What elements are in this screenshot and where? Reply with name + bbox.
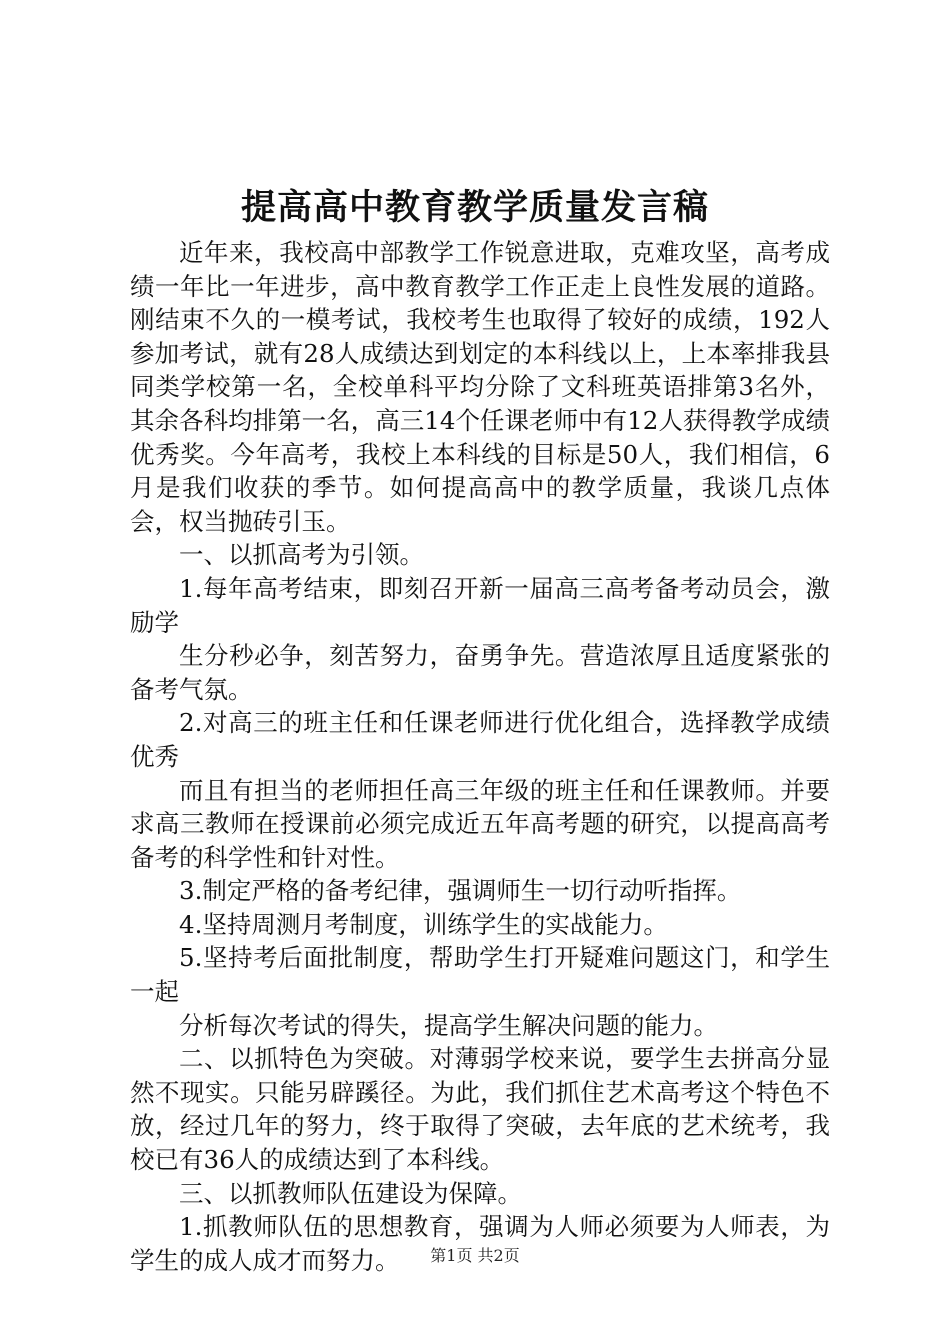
paragraph: 生分秒必争，刻苦努力，奋勇争先。营造浓厚且适度紧张的备考气氛。 <box>130 641 830 704</box>
page-footer: 第1页 共2页 <box>430 1246 520 1265</box>
list-item: 4.坚持周测月考制度，训练学生的实战能力。 <box>179 909 668 939</box>
list-item: 2.对高三的班主任和任课老师进行优化组合，选择教学成绩优秀 <box>130 708 830 771</box>
section-heading: 二、以抓特色为突破。对薄弱学校来说，要学生去拼高分显然不现实。只能另辟蹊径。为此，我们抓住艺术高考这个特色不放，经过几年的努力，终于取得了突破，去年底的艺术统考，我校已有36人的成绩达到了本科线。 <box>130 1044 830 1175</box>
list-item: 3.制定严格的备考纪律，强调师生一切行动听指挥。 <box>179 876 742 906</box>
section-heading: 三、以抓教师队伍建设为保障。 <box>179 1178 522 1208</box>
list-item: 5.坚持考后面批制度，帮助学生打开疑难问题这门，和学生一起 <box>130 943 830 1007</box>
paragraph: 而且有担当的老师担任高三年级的班主任和任课教师。并要求高三教师在授课前必须完成近五年高考题的研究，以提高高考备考的科学性和针对性。 <box>130 775 830 872</box>
paragraph: 近年来，我校高中部教学工作锐意进取，克难攻坚，高考成绩一年比一年进步，高中教育教学工作正走上良性发展的道路。刚结束不久的一模考试，我校考生也取得了较好的成绩，192人参加考试，就有28人成绩达到划定的本科线以上，上本率排我县同类学校第一名，全校单科平均分除了文科班英语排第3名外，其余各科均排第一名，高三14个任课老师中有12人获得教学成绩优秀奖。今年高考，我校上本科线的目标是50人，我们相信，6月是我们收获的季节。如何提高高中的教学质量，我谈几点体会，权当抛砖引玉。 <box>130 238 830 536</box>
document-body <box>130 236 830 1277</box>
section-heading: 一、以抓高考为引领。 <box>179 540 424 570</box>
list-item: 1.抓教师队伍的思想教育，强调为人师必须要为人师表，为学生的成人成才而努力。 <box>130 1212 830 1275</box>
paragraph: 分析每次考试的得失，提高学生解决问题的能力。 <box>179 1010 718 1040</box>
document-title: 提高高中教育教学质量发言稿 <box>240 187 709 228</box>
list-item: 1.每年高考结束，即刻召开新一届高三高考备考动员会，激励学 <box>130 573 830 637</box>
